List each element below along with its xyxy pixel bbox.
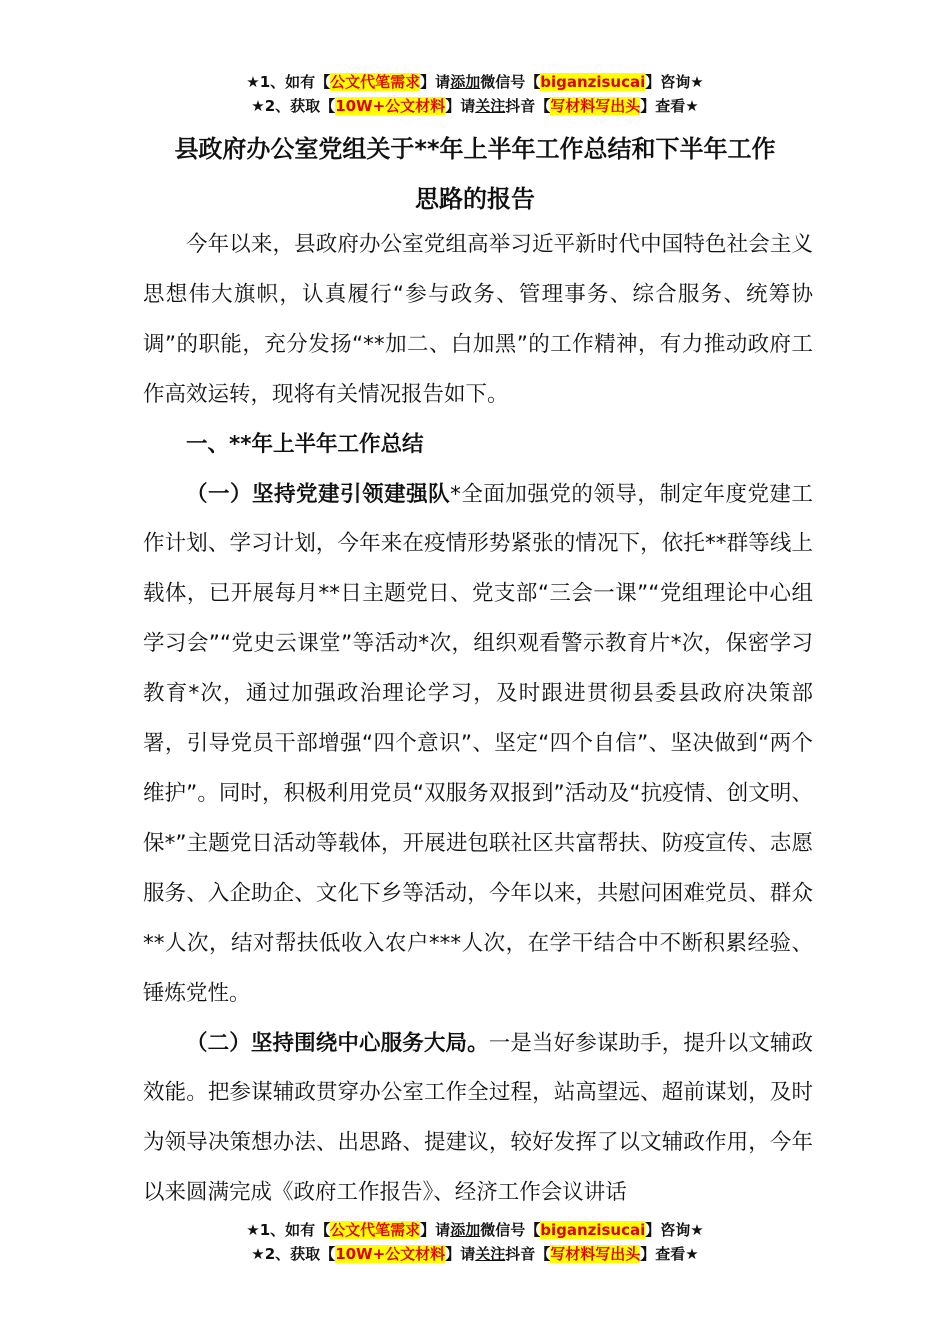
highlight-service: 公文代笔需求	[330, 73, 421, 91]
paragraph-2	[143, 1019, 813, 1219]
title-line-2: 思路的报告	[415, 185, 535, 213]
highlight-wechat-id: biganzisucai	[540, 73, 646, 91]
paragraph-2-text: 一是当好参谋助手，提升以文辅政效能。把参谋辅政贯穿办公室工作全过程，站高望远、超前谋划，及时为领导决策想办法、出思路、提建议，较好发挥了以文辅政作用，今年以来圆满完成《政府工作报告》、经济工作会议讲话	[143, 1030, 813, 1206]
banner-line-2: ★2、获取【10W+公文材料】请关注抖音【写材料写出头】查看★	[251, 97, 699, 115]
highlight-douyin: 写材料写出头	[550, 97, 641, 115]
highlight-materials: 10W+公文材料	[335, 97, 446, 115]
paragraph-1-heading: （一）坚持党建引领建强队	[186, 481, 451, 507]
top-banner	[0, 70, 950, 118]
document-body	[143, 220, 813, 1218]
bottom-banner-line-2: ★2、获取【10W+公文材料】请关注抖音【写材料写出头】查看★	[251, 1245, 699, 1263]
paragraph-1-text: *全面加强党的领导，制定年度党建工作计划、学习计划，今年来在疫情形势紧张的情况下，依托**群等线上载体，已开展每月**日主题党日、党支部“三会一课”“党组理论中心组学习会”“党史云课堂”等活动*次，组织观看警示教育片*次，保密学习教育*次，通过加强政治理论学习，及时跟进贯彻县委县政府决策部署，引导党员干部增强“四个意识”、坚定“四个自信”、坚决做到“两个维护”。同时，积极利用党员“双服务双报到”活动及“抗疫情、创文明、保*”主题党日活动等载体，开展进包联社区共富帮扶、防疫宣传、志愿服务、入企助企、文化下乡等活动，今年以来，共慰问困难党员、群众**人次，结对帮扶低收入农户***人次，在学干结合中不断积累经验、锤炼党性。	[143, 481, 813, 1006]
intro-paragraph: 今年以来，县政府办公室党组高举习近平新时代中国特色社会主义思想伟大旗帜，认真履行“参与政务、管理事务、综合服务、统筹协调”的职能，充分发扬“**加二、白加黑”的工作精神，有力推动政府工作高效运转，现将有关情况报告如下。	[143, 232, 813, 407]
paragraph-1	[143, 470, 813, 1019]
title-line-1: 县政府办公室党组关于**年上半年工作总结和下半年工作	[174, 135, 776, 163]
document-title	[140, 124, 810, 224]
bottom-banner	[0, 1218, 950, 1266]
banner-line-1: ★1、如有【公文代笔需求】请添加微信号【biganzisucai】咨询★	[246, 73, 704, 91]
section-heading-1: 一、**年上半年工作总结	[186, 431, 424, 457]
bottom-banner-line-1: ★1、如有【公文代笔需求】请添加微信号【biganzisucai】咨询★	[246, 1221, 704, 1239]
paragraph-2-heading: （二）坚持围绕中心服务大局。	[186, 1030, 489, 1056]
